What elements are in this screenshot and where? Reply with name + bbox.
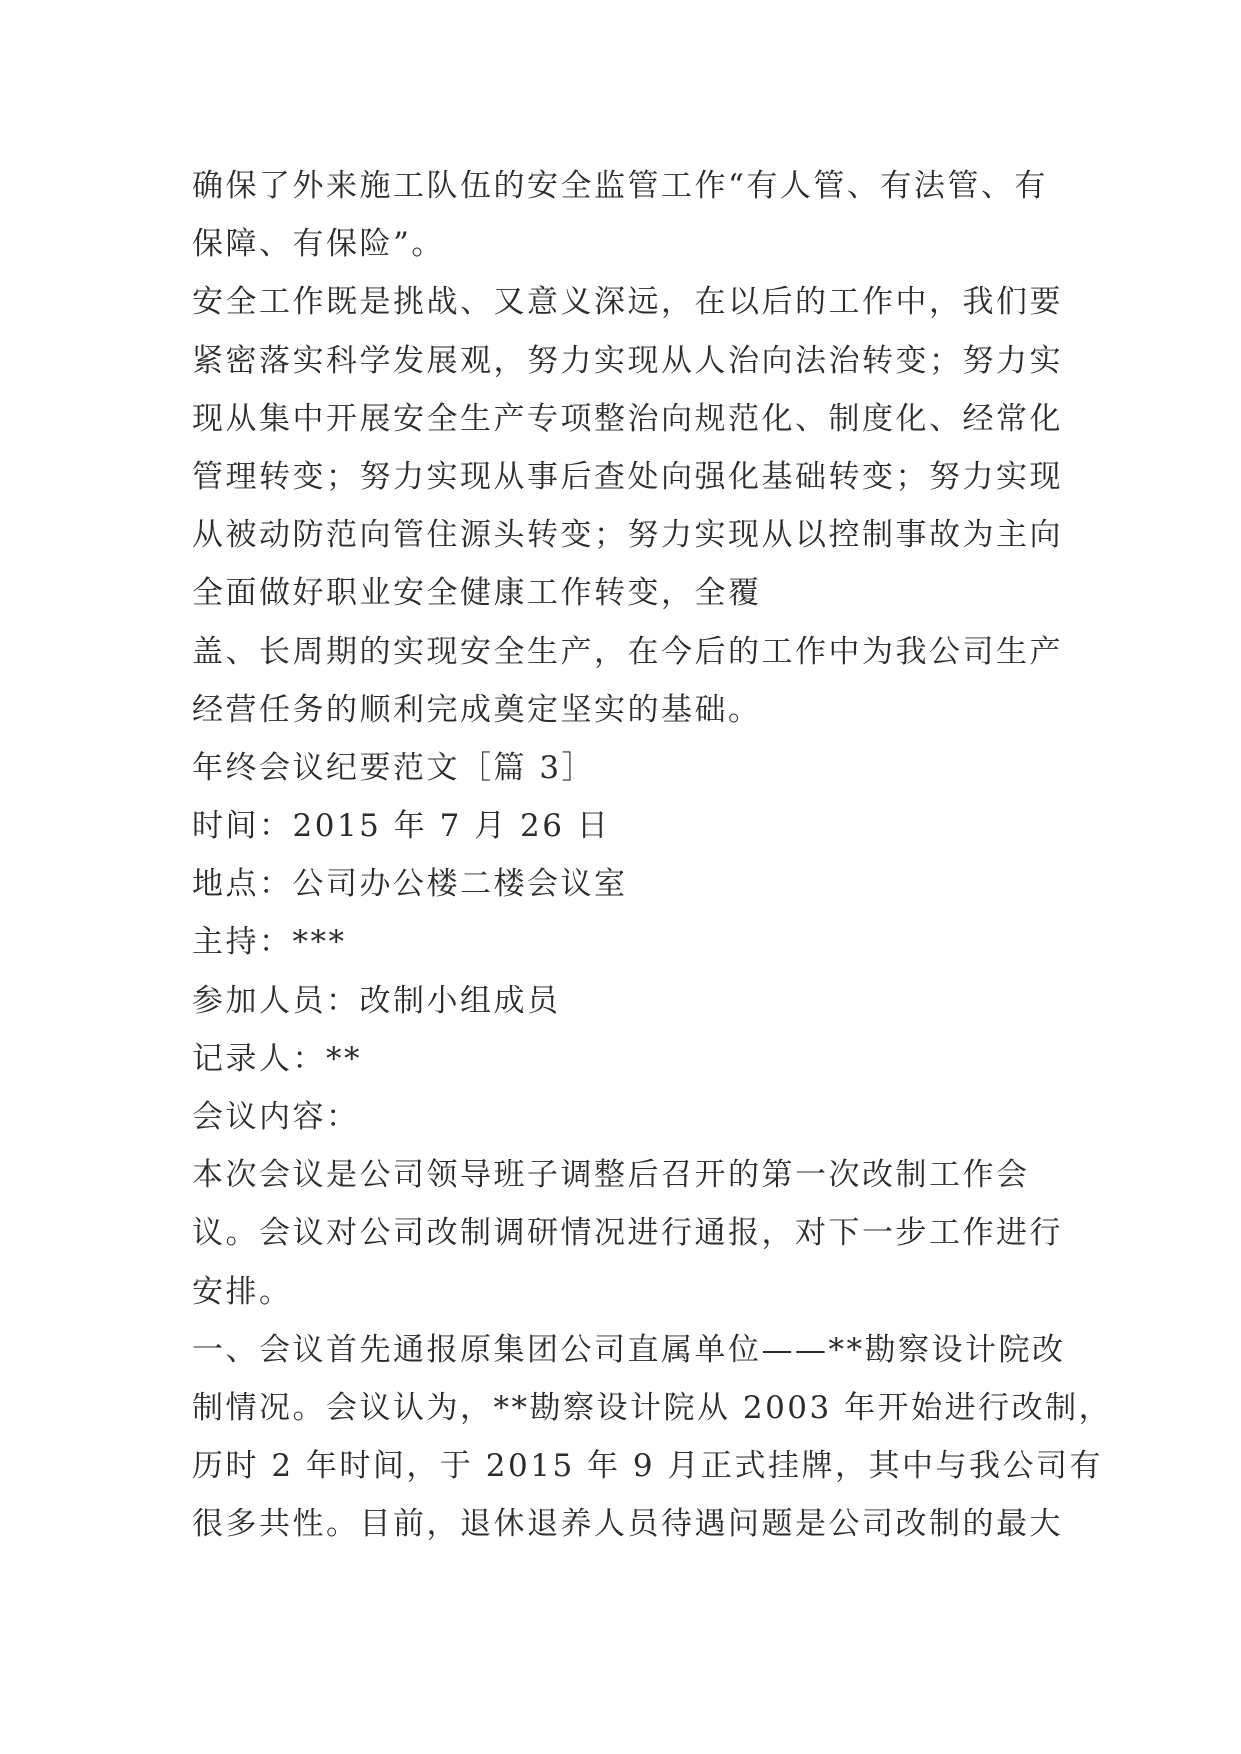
section-heading: 年终会议纪要范文［篇 3］ — [192, 749, 596, 786]
text-line: 从被动防范向管住源头转变；努力实现从以控制事故为主向 — [192, 517, 1063, 554]
text-line: 议。会议对公司改制调研情况进行通报，对下一步工作进行 — [192, 1215, 1063, 1252]
meeting-content-label: 会议内容： — [192, 1099, 360, 1135]
text-line: 紧密落实科学发展观，努力实现从人治向法治转变；努力实 — [192, 342, 1063, 379]
text-line: 很多共性。目前，退休退养人员待遇问题是公司改制的最大 — [192, 1506, 1063, 1543]
text-line: 保障、有保险”。 — [192, 226, 445, 263]
meeting-location: 地点：公司办公楼二楼会议室 — [192, 866, 628, 903]
text-line: 一、会议首先通报原集团公司直属单位——**勘察设计院改 — [192, 1331, 1066, 1368]
text-line: 全面做好职业安全健康工作转变，全覆 — [192, 575, 762, 612]
text-line: 制情况。会议认为，**勘察设计院从 2003 年开始进行改制， — [192, 1389, 1113, 1426]
meeting-recorder: 记录人：** — [192, 1040, 362, 1077]
meeting-time: 时间：2015 年 7 月 26 日 — [192, 808, 611, 845]
text-line: 管理转变；努力实现从事后查处向强化基础转变；努力实现 — [192, 458, 1063, 495]
meeting-host: 主持：*** — [192, 924, 347, 961]
text-line: 现从集中开展安全生产专项整治向规范化、制度化、经常化 — [192, 400, 1063, 437]
meeting-attendees: 参加人员：改制小组成员 — [192, 982, 561, 1019]
text-line: 本次会议是公司领导班子调整后召开的第一次改制工作会 — [192, 1157, 1030, 1194]
text-line: 经营任务的顺利完成奠定坚实的基础。 — [192, 691, 762, 728]
document-body — [192, 157, 1113, 1554]
text-line: 盖、长周期的实现安全生产，在今后的工作中为我公司生产 — [192, 633, 1063, 670]
text-line: 安排。 — [192, 1273, 293, 1310]
text-line: 安全工作既是挑战、又意义深远，在以后的工作中，我们要 — [192, 284, 1063, 321]
text-line: 确保了外来施工队伍的安全监管工作“有人管、有法管、有 — [192, 168, 1048, 204]
text-line: 历时 2 年时间，于 2015 年 9 月正式挂牌，其中与我公司有 — [192, 1448, 1103, 1485]
